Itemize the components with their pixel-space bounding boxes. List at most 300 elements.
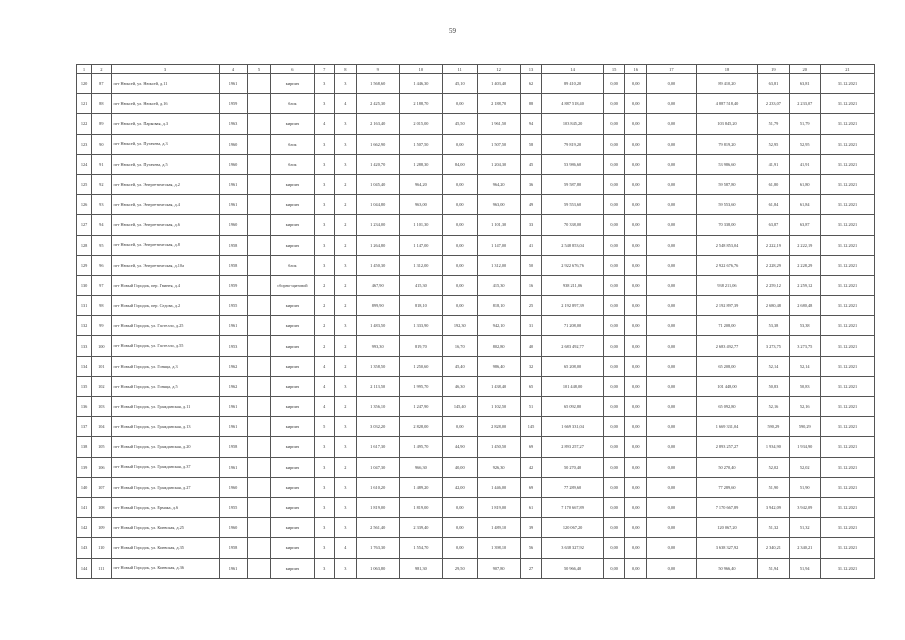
table-cell: 103 bbox=[92, 397, 111, 417]
table-cell: 2 340,21 bbox=[789, 538, 820, 558]
table-cell: 0,00 bbox=[603, 174, 625, 194]
table-cell: 53 986,60 bbox=[542, 154, 604, 174]
table-cell: 31.12.2021 bbox=[820, 356, 874, 376]
address-cell: пгт Новый Городок, ул. Ермака, д.6 bbox=[111, 497, 219, 517]
table-cell: 0,00 bbox=[603, 518, 625, 538]
table-cell: 3 638 327,92 bbox=[696, 538, 758, 558]
table-cell: 137 bbox=[77, 417, 92, 437]
header-cell: 12 bbox=[477, 65, 520, 74]
address-cell: пгт Нюксей, ул. Нюксей, д.16 bbox=[111, 94, 219, 114]
table-cell: 53 986,60 bbox=[696, 154, 758, 174]
table-cell: 1 669 331,04 bbox=[696, 417, 758, 437]
table-cell: 120 067,20 bbox=[542, 518, 604, 538]
table-cell: 0,00 bbox=[625, 336, 647, 356]
address-cell: пгт Новый Городок, ул. Киевская, д.25 bbox=[111, 518, 219, 538]
table-cell: 1 489,20 bbox=[399, 477, 442, 497]
table-cell: 0,00 bbox=[625, 417, 647, 437]
table-cell: 1961 bbox=[219, 316, 247, 336]
table-cell: 0,00 bbox=[603, 255, 625, 275]
table-cell bbox=[247, 457, 271, 477]
table-cell: 0,00 bbox=[647, 376, 697, 396]
table-cell: 1 450,50 bbox=[477, 437, 520, 457]
table-cell: 0,00 bbox=[647, 154, 697, 174]
table-cell: 138 bbox=[77, 437, 92, 457]
table-cell: 3 bbox=[314, 497, 335, 517]
table-cell: 141 bbox=[77, 497, 92, 517]
table-cell: 964,20 bbox=[477, 174, 520, 194]
table-cell: 52,02 bbox=[758, 457, 789, 477]
table-cell: кирпич bbox=[271, 174, 314, 194]
table-cell: кирпич bbox=[271, 114, 314, 134]
address-cell: пгт Новый Городок, ул. Киевская, д.35 bbox=[111, 538, 219, 558]
table-cell: 88 bbox=[92, 94, 111, 114]
table-cell: 63,81 bbox=[758, 74, 789, 94]
table-row bbox=[77, 356, 875, 376]
table-cell: 2 188,70 bbox=[399, 94, 442, 114]
table-cell: 0,00 bbox=[603, 457, 625, 477]
table-cell: 31.12.2021 bbox=[820, 114, 874, 134]
table-cell: 3 273,75 bbox=[789, 336, 820, 356]
address-cell: пгт Новый Городок, ул. Гражданская, д.27 bbox=[111, 477, 219, 497]
table-cell: 1961 bbox=[219, 195, 247, 215]
table-cell: 4 bbox=[335, 538, 357, 558]
table-cell: 61,80 bbox=[758, 174, 789, 194]
table-cell: 25 bbox=[520, 296, 542, 316]
address-cell: пгт Новый Городок, ул. Гражданская, д.37 bbox=[111, 457, 219, 477]
table-cell: 0,00 bbox=[625, 518, 647, 538]
table-cell: 899,90 bbox=[356, 296, 399, 316]
table-cell: 0,00 bbox=[442, 94, 477, 114]
table-cell: 0,00 bbox=[442, 497, 477, 517]
table-cell: 77 289,60 bbox=[696, 477, 758, 497]
table-cell: 2 222,19 bbox=[758, 235, 789, 255]
table-cell: 31.12.2021 bbox=[820, 437, 874, 457]
table-cell: 2 680,48 bbox=[758, 296, 789, 316]
table-cell: 31.12.2021 bbox=[820, 497, 874, 517]
table-cell bbox=[247, 497, 271, 517]
table-cell: 1 101,30 bbox=[399, 215, 442, 235]
address-cell: пгт Новый Городок, пер. Гвинея, д.4 bbox=[111, 275, 219, 295]
table-cell: 45 bbox=[520, 154, 542, 174]
table-cell: 39 bbox=[520, 518, 542, 538]
table-cell: 31.12.2021 bbox=[820, 457, 874, 477]
table-cell: 0,00 bbox=[625, 397, 647, 417]
header-cell: 2 bbox=[92, 65, 111, 74]
table-cell: 94 bbox=[92, 215, 111, 235]
table-cell: 131 bbox=[77, 296, 92, 316]
table-cell: 52,95 bbox=[789, 134, 820, 154]
table-cell: кирпич bbox=[271, 417, 314, 437]
table-cell: 3 bbox=[314, 74, 335, 94]
table-cell: 1 312,00 bbox=[399, 255, 442, 275]
table-cell: 3 bbox=[314, 174, 335, 194]
table-cell: 2 188,70 bbox=[477, 94, 520, 114]
table-cell: 139 bbox=[77, 457, 92, 477]
table-cell: кирпич bbox=[271, 457, 314, 477]
table-cell: 2 548 853,04 bbox=[696, 235, 758, 255]
table-cell: 101 bbox=[92, 356, 111, 376]
address-cell: пгт Нюксей, ул. Энергетическая, д.6 bbox=[111, 215, 219, 235]
header-cell: 4 bbox=[219, 65, 247, 74]
table-cell: 71 208,00 bbox=[542, 316, 604, 336]
table-cell: 0,00 bbox=[603, 195, 625, 215]
table-row bbox=[77, 174, 875, 194]
table-cell: 0,00 bbox=[625, 558, 647, 578]
table-cell: 0,00 bbox=[442, 215, 477, 235]
table-cell: 2 bbox=[335, 174, 357, 194]
header-cell: 5 bbox=[247, 65, 271, 74]
header-cell: 8 bbox=[335, 65, 357, 74]
table-cell: 89 410,20 bbox=[696, 74, 758, 94]
table-cell: 590,29 bbox=[789, 417, 820, 437]
table-cell: кирпич bbox=[271, 195, 314, 215]
table-cell: 123 bbox=[77, 134, 92, 154]
table-cell: 93 bbox=[92, 195, 111, 215]
table-cell: 31.12.2021 bbox=[820, 255, 874, 275]
table-cell: 3 bbox=[314, 457, 335, 477]
table-cell: 3 bbox=[335, 477, 357, 497]
table-cell: 3 bbox=[314, 154, 335, 174]
table-cell: 107 bbox=[92, 477, 111, 497]
address-cell: пгт Нюксей, ул. Парковая, д.3 bbox=[111, 114, 219, 134]
table-cell bbox=[247, 134, 271, 154]
table-cell: 31.12.2021 bbox=[820, 174, 874, 194]
table-cell: 1961 bbox=[219, 417, 247, 437]
table-cell: 136 bbox=[77, 397, 92, 417]
table-cell: 2 bbox=[335, 275, 357, 295]
table-cell: 1953 bbox=[219, 336, 247, 356]
table-cell: кирпич bbox=[271, 558, 314, 578]
table-row bbox=[77, 235, 875, 255]
table-cell: 0,00 bbox=[647, 74, 697, 94]
table-cell: 51,94 bbox=[758, 558, 789, 578]
page-number: 59 bbox=[449, 27, 456, 35]
table-cell: 0,00 bbox=[647, 518, 697, 538]
table-cell: 1 446,00 bbox=[477, 477, 520, 497]
table-cell: кирпич bbox=[271, 376, 314, 396]
table-cell: 61,84 bbox=[789, 195, 820, 215]
table-cell: 0,00 bbox=[603, 538, 625, 558]
table-cell: 2 163,40 bbox=[356, 114, 399, 134]
table-cell: 2 bbox=[335, 215, 357, 235]
table-cell: 99 bbox=[92, 316, 111, 336]
table-cell bbox=[247, 477, 271, 497]
table-cell: 52,95 bbox=[758, 134, 789, 154]
table-cell: 0,00 bbox=[625, 74, 647, 94]
table-cell: 0,00 bbox=[647, 356, 697, 376]
table-cell: 1961 bbox=[219, 74, 247, 94]
table-cell: 3 bbox=[335, 154, 357, 174]
table-cell: 3 bbox=[314, 538, 335, 558]
table-cell: 0,00 bbox=[647, 316, 697, 336]
table-cell: 0,00 bbox=[647, 255, 697, 275]
table-cell: 2 bbox=[314, 296, 335, 316]
table-cell: 0,00 bbox=[625, 457, 647, 477]
table-cell: 50,83 bbox=[789, 376, 820, 396]
table-cell: 50 270,40 bbox=[542, 457, 604, 477]
table-cell: 61 bbox=[520, 497, 542, 517]
table-cell: 1 669 331,04 bbox=[542, 417, 604, 437]
table-cell: 1 420,70 bbox=[356, 154, 399, 174]
table-cell: 65 208,00 bbox=[542, 356, 604, 376]
table-row bbox=[77, 255, 875, 275]
table-cell: 0,00 bbox=[647, 497, 697, 517]
table-cell: 2 bbox=[335, 296, 357, 316]
table-cell: 1958 bbox=[219, 437, 247, 457]
table-cell: 135 bbox=[77, 376, 92, 396]
table-cell: 1 312,00 bbox=[477, 255, 520, 275]
table-cell: 45,40 bbox=[442, 356, 477, 376]
table-cell: 122 bbox=[77, 114, 92, 134]
header-cell: 14 bbox=[542, 65, 604, 74]
table-cell: 103 845,20 bbox=[542, 114, 604, 134]
table-cell: 3 bbox=[314, 255, 335, 275]
address-cell: пгт Новый Городок, ул. Гоняца, д.3 bbox=[111, 356, 219, 376]
table-cell: 2 192 897,39 bbox=[696, 296, 758, 316]
table-cell: 41 bbox=[520, 235, 542, 255]
table-cell: 1 610,20 bbox=[356, 477, 399, 497]
table-cell: кирпич bbox=[271, 215, 314, 235]
table-cell: 1958 bbox=[219, 255, 247, 275]
table-cell: 0,00 bbox=[442, 235, 477, 255]
table-cell: 51,94 bbox=[789, 558, 820, 578]
table-cell: 0,00 bbox=[603, 235, 625, 255]
table-cell: 0,00 bbox=[603, 397, 625, 417]
table-cell: 1 495,70 bbox=[399, 437, 442, 457]
table-cell: 59 587,80 bbox=[696, 174, 758, 194]
table-cell: 2 561,40 bbox=[356, 518, 399, 538]
table-cell: 0,00 bbox=[625, 538, 647, 558]
table-cell: 986,40 bbox=[477, 356, 520, 376]
table-cell: 3 bbox=[335, 376, 357, 396]
table-cell: 907,80 bbox=[477, 558, 520, 578]
header-cell: 16 bbox=[625, 65, 647, 74]
table-cell: 415,30 bbox=[477, 275, 520, 295]
table-cell: 1 247,90 bbox=[399, 397, 442, 417]
table-cell: 145,40 bbox=[442, 397, 477, 417]
header-cell: 3 bbox=[111, 65, 219, 74]
table-row bbox=[77, 477, 875, 497]
table-cell: 1955 bbox=[219, 296, 247, 316]
table-cell: 0,00 bbox=[603, 114, 625, 134]
table-cell: 132 bbox=[77, 316, 92, 336]
table-row bbox=[77, 397, 875, 417]
table-cell: 31.12.2021 bbox=[820, 154, 874, 174]
table-cell: 1 568,60 bbox=[356, 74, 399, 94]
table-cell: 192,30 bbox=[442, 316, 477, 336]
table-cell: 993,30 bbox=[356, 336, 399, 356]
table-cell: 2 bbox=[335, 356, 357, 376]
table-row bbox=[77, 518, 875, 538]
table-cell: 1 995,70 bbox=[399, 376, 442, 396]
table-cell: 90 bbox=[92, 134, 111, 154]
table-cell: 0,00 bbox=[603, 154, 625, 174]
table-cell: 2 233,07 bbox=[758, 94, 789, 114]
table-cell: 1 044,80 bbox=[356, 195, 399, 215]
address-cell: пгт Новый Городок, ул. Гастелло, д.25 bbox=[111, 316, 219, 336]
table-cell: 3 bbox=[314, 235, 335, 255]
table-cell: 2 bbox=[335, 195, 357, 215]
table-cell: 50 270,40 bbox=[696, 457, 758, 477]
table-cell: 0,00 bbox=[625, 316, 647, 336]
table-cell bbox=[247, 296, 271, 316]
table-cell: 52,14 bbox=[789, 356, 820, 376]
table-cell: 0,00 bbox=[625, 174, 647, 194]
table-cell: 2 bbox=[335, 336, 357, 356]
table-cell: 29,50 bbox=[442, 558, 477, 578]
table-cell: 3 942,09 bbox=[758, 497, 789, 517]
table-cell: 963,00 bbox=[399, 195, 442, 215]
table-cell: 0,00 bbox=[647, 336, 697, 356]
address-cell: пгт Нюксей, ул. Энергетическая, д.8 bbox=[111, 235, 219, 255]
table-cell: 4 bbox=[314, 114, 335, 134]
table-cell bbox=[247, 356, 271, 376]
table-cell: 56 bbox=[520, 538, 542, 558]
table-cell: кирпич bbox=[271, 316, 314, 336]
table-cell bbox=[247, 316, 271, 336]
table-cell: 0,00 bbox=[647, 417, 697, 437]
table-cell: 52,16 bbox=[758, 397, 789, 417]
table-cell: 0,00 bbox=[603, 437, 625, 457]
table-cell: 31.12.2021 bbox=[820, 195, 874, 215]
table-cell: 31.12.2021 bbox=[820, 538, 874, 558]
table-cell: блок bbox=[271, 94, 314, 114]
table-cell: 31.12.2021 bbox=[820, 296, 874, 316]
header-cell: 21 bbox=[820, 65, 874, 74]
table-cell: 44,90 bbox=[442, 437, 477, 457]
table-cell: 79 819,20 bbox=[542, 134, 604, 154]
table-cell: 0,00 bbox=[625, 134, 647, 154]
table-cell: 31.12.2021 bbox=[820, 235, 874, 255]
address-cell: пгт Нюксей, ул. Энергетическая, д.4 bbox=[111, 195, 219, 215]
table-cell: 59 553,60 bbox=[696, 195, 758, 215]
table-cell: 926,30 bbox=[477, 457, 520, 477]
table-cell: 1 507,50 bbox=[477, 134, 520, 154]
table-cell: 1 204,30 bbox=[477, 154, 520, 174]
table-cell: 31 bbox=[520, 316, 542, 336]
address-cell: пгт Нюксей, ул. Энергетическая, д.2 bbox=[111, 174, 219, 194]
table-cell: 0,00 bbox=[647, 235, 697, 255]
table-cell: 102 bbox=[92, 376, 111, 396]
table-cell: блок bbox=[271, 154, 314, 174]
table-cell: 70 338,00 bbox=[696, 215, 758, 235]
table-cell: 0,00 bbox=[442, 518, 477, 538]
table-cell: 106 bbox=[92, 457, 111, 477]
table-cell: 108 bbox=[92, 497, 111, 517]
table-cell: 16 bbox=[520, 275, 542, 295]
table-cell: 65 092,80 bbox=[542, 397, 604, 417]
table-cell: 31.12.2021 bbox=[820, 215, 874, 235]
table-cell: кирпич bbox=[271, 538, 314, 558]
table-cell: 1 333,90 bbox=[399, 316, 442, 336]
table-cell: 63,81 bbox=[789, 74, 820, 94]
table-cell: 590,29 bbox=[758, 417, 789, 437]
table-cell: 0,00 bbox=[625, 376, 647, 396]
table-cell: кирпич bbox=[271, 397, 314, 417]
table-cell: 2 192 897,39 bbox=[542, 296, 604, 316]
table-cell: 0,00 bbox=[625, 497, 647, 517]
table-cell: 63,87 bbox=[789, 215, 820, 235]
table-cell: 0,00 bbox=[603, 558, 625, 578]
table-cell: 0,00 bbox=[442, 134, 477, 154]
table-cell: 3 bbox=[335, 558, 357, 578]
table-cell: 3 bbox=[314, 477, 335, 497]
table-cell: 0,00 bbox=[603, 74, 625, 94]
table-cell: 4 887 518,40 bbox=[696, 94, 758, 114]
table-cell: 1 483,50 bbox=[356, 316, 399, 336]
table-cell: 3 bbox=[335, 518, 357, 538]
table-cell: 1 250,60 bbox=[399, 356, 442, 376]
table-cell: 7 170 667,89 bbox=[696, 497, 758, 517]
address-cell: пгт Нюксей, ул. Пугачева, д.5 bbox=[111, 154, 219, 174]
table-cell: 3 bbox=[314, 195, 335, 215]
table-cell: 1 934,90 bbox=[789, 437, 820, 457]
table-cell: 41,91 bbox=[789, 154, 820, 174]
table-cell: 45,10 bbox=[442, 74, 477, 94]
table-cell: 2 228,29 bbox=[789, 255, 820, 275]
table-cell: 3 bbox=[314, 437, 335, 457]
address-cell: пгт Новый Городок, ул. Гастелло, д.55 bbox=[111, 336, 219, 356]
table-cell: 3 bbox=[335, 74, 357, 94]
table-cell: 129 bbox=[77, 255, 92, 275]
table-cell: 88 bbox=[520, 94, 542, 114]
table-cell: 2 828,00 bbox=[399, 417, 442, 437]
table-cell: 126 bbox=[77, 195, 92, 215]
address-cell: пгт Нюксей, ул. Нюксей, д.11 bbox=[111, 74, 219, 94]
table-row bbox=[77, 376, 875, 396]
table-cell: 45,50 bbox=[442, 114, 477, 134]
address-cell: пгт Новый Городок, ул. Гражданская, д.20 bbox=[111, 437, 219, 457]
table-cell bbox=[247, 336, 271, 356]
table-cell: 1960 bbox=[219, 134, 247, 154]
table-cell: 1 438,40 bbox=[477, 376, 520, 396]
table-cell: 2 548 853,04 bbox=[542, 235, 604, 255]
table-cell: 1 819,00 bbox=[399, 497, 442, 517]
table-cell: 0,00 bbox=[603, 356, 625, 376]
table-row bbox=[77, 134, 875, 154]
table-cell: 942,10 bbox=[477, 316, 520, 336]
table-row bbox=[77, 417, 875, 437]
header-cell: 13 bbox=[520, 65, 542, 74]
table-cell: 1 234,00 bbox=[356, 215, 399, 235]
table-row bbox=[77, 316, 875, 336]
table-cell: 1 554,70 bbox=[399, 538, 442, 558]
table-cell: 2 259,12 bbox=[758, 275, 789, 295]
table-cell: 0,00 bbox=[647, 477, 697, 497]
table-cell: 50,83 bbox=[758, 376, 789, 396]
table-cell: 938 211,06 bbox=[696, 275, 758, 295]
table-cell: 1 489,10 bbox=[477, 518, 520, 538]
table-cell bbox=[247, 74, 271, 94]
table-cell: кирпич bbox=[271, 518, 314, 538]
table-cell: 0,00 bbox=[647, 457, 697, 477]
table-cell: 3 bbox=[335, 114, 357, 134]
table-cell: 0,00 bbox=[603, 215, 625, 235]
header-cell: 20 bbox=[789, 65, 820, 74]
table-cell: 92 bbox=[92, 174, 111, 194]
table-cell: 1962 bbox=[219, 376, 247, 396]
table-cell: кирпич bbox=[271, 336, 314, 356]
header-cell: 1 bbox=[77, 65, 92, 74]
table-cell: 0,00 bbox=[603, 275, 625, 295]
table-cell: 59 587,80 bbox=[542, 174, 604, 194]
table-cell: 981,30 bbox=[399, 558, 442, 578]
table-cell: кирпич bbox=[271, 296, 314, 316]
table-cell: 95 bbox=[92, 235, 111, 255]
table-cell: 1960 bbox=[219, 477, 247, 497]
table-cell: 2 113,50 bbox=[356, 376, 399, 396]
table-cell: 1 045,40 bbox=[356, 174, 399, 194]
